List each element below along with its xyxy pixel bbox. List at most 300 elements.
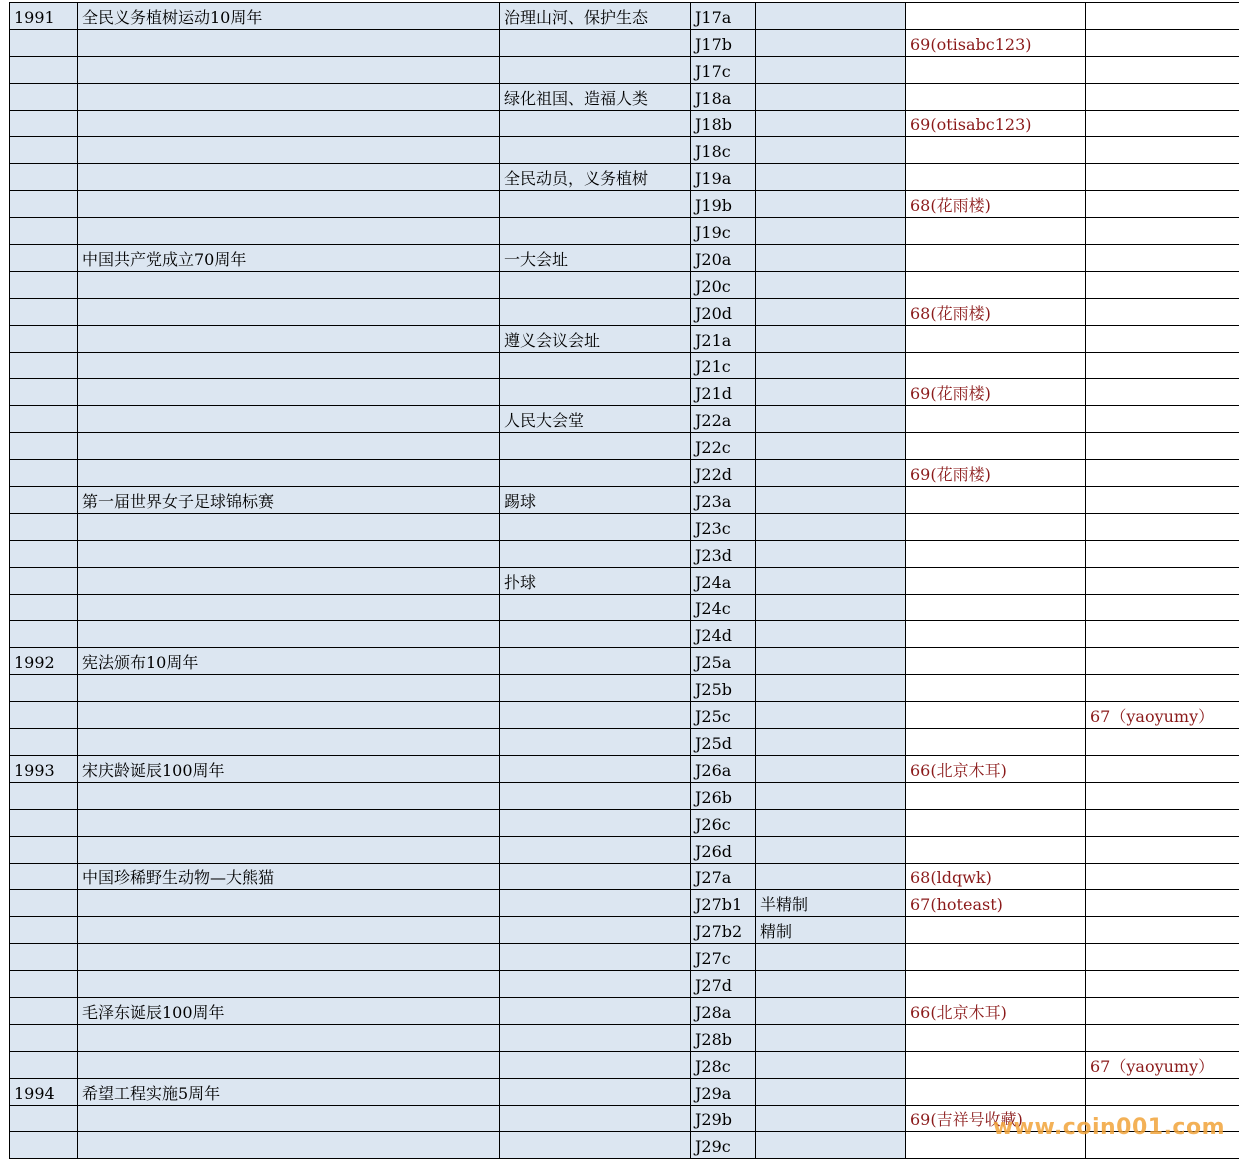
finish-cell[interactable]: 精制 xyxy=(756,917,906,944)
finish-cell[interactable] xyxy=(756,729,906,756)
finish-cell[interactable] xyxy=(756,1132,906,1159)
grade-alt-cell[interactable] xyxy=(1086,513,1239,540)
design-cell[interactable]: 全民动员，义务植树 xyxy=(500,164,691,191)
year-cell[interactable] xyxy=(10,782,78,809)
grade-cell[interactable] xyxy=(906,83,1086,110)
finish-cell[interactable] xyxy=(756,809,906,836)
finish-cell[interactable] xyxy=(756,675,906,702)
grade-cell[interactable] xyxy=(906,487,1086,514)
code-cell[interactable]: J28a xyxy=(691,997,756,1024)
event-cell[interactable] xyxy=(78,702,500,729)
table-row xyxy=(10,245,1239,272)
finish-cell[interactable] xyxy=(756,971,906,998)
grade-cell[interactable]: 68(花雨楼) xyxy=(906,191,1086,218)
event-cell[interactable] xyxy=(78,110,500,137)
finish-cell[interactable] xyxy=(756,648,906,675)
year-cell[interactable] xyxy=(10,971,78,998)
design-cell[interactable] xyxy=(500,137,691,164)
code-cell[interactable]: J27b2 xyxy=(691,917,756,944)
code-cell[interactable]: J27d xyxy=(691,971,756,998)
grade-cell[interactable] xyxy=(906,648,1086,675)
code-cell[interactable]: J29c xyxy=(691,1132,756,1159)
year-cell[interactable] xyxy=(10,245,78,272)
finish-cell[interactable] xyxy=(756,137,906,164)
grade-alt-cell[interactable] xyxy=(1086,997,1239,1024)
grade-cell[interactable] xyxy=(906,621,1086,648)
finish-cell[interactable] xyxy=(756,56,906,83)
grade-cell[interactable]: 66(北京木耳) xyxy=(906,755,1086,782)
finish-cell[interactable] xyxy=(756,1078,906,1105)
event-cell[interactable] xyxy=(78,944,500,971)
design-cell[interactable] xyxy=(500,782,691,809)
finish-cell[interactable] xyxy=(756,110,906,137)
grade-alt-cell[interactable] xyxy=(1086,782,1239,809)
code-cell[interactable]: J23d xyxy=(691,540,756,567)
finish-cell[interactable] xyxy=(756,567,906,594)
event-cell[interactable] xyxy=(78,218,500,245)
code-cell[interactable]: J19b xyxy=(691,191,756,218)
grade-alt-cell[interactable] xyxy=(1086,944,1239,971)
finish-cell[interactable] xyxy=(756,944,906,971)
design-cell[interactable] xyxy=(500,1024,691,1051)
year-cell[interactable] xyxy=(10,594,78,621)
code-cell[interactable]: J24d xyxy=(691,621,756,648)
grade-alt-cell[interactable]: 67（yaoyumy） xyxy=(1086,702,1239,729)
event-cell[interactable] xyxy=(78,352,500,379)
code-cell[interactable]: J25d xyxy=(691,729,756,756)
design-cell[interactable] xyxy=(500,513,691,540)
grade-alt-cell[interactable] xyxy=(1086,836,1239,863)
grade-alt-cell[interactable] xyxy=(1086,567,1239,594)
grade-alt-cell[interactable] xyxy=(1086,540,1239,567)
design-cell[interactable] xyxy=(500,56,691,83)
year-cell[interactable]: 1991 xyxy=(10,3,78,30)
finish-cell[interactable] xyxy=(756,3,906,30)
year-cell[interactable] xyxy=(10,56,78,83)
design-cell[interactable] xyxy=(500,29,691,56)
event-cell[interactable] xyxy=(78,594,500,621)
year-cell[interactable] xyxy=(10,567,78,594)
design-cell[interactable] xyxy=(500,433,691,460)
year-cell[interactable] xyxy=(10,997,78,1024)
event-cell[interactable] xyxy=(78,890,500,917)
finish-cell[interactable] xyxy=(756,325,906,352)
finish-cell[interactable] xyxy=(756,997,906,1024)
code-cell[interactable]: J22c xyxy=(691,433,756,460)
event-cell[interactable] xyxy=(78,809,500,836)
design-cell[interactable] xyxy=(500,352,691,379)
grade-cell[interactable] xyxy=(906,782,1086,809)
code-cell[interactable]: J17a xyxy=(691,3,756,30)
grade-cell[interactable]: 67(hoteast) xyxy=(906,890,1086,917)
event-cell[interactable] xyxy=(78,325,500,352)
year-cell[interactable] xyxy=(10,675,78,702)
finish-cell[interactable] xyxy=(756,433,906,460)
year-cell[interactable] xyxy=(10,1024,78,1051)
event-cell[interactable] xyxy=(78,1105,500,1132)
finish-cell[interactable]: 半精制 xyxy=(756,890,906,917)
design-cell[interactable] xyxy=(500,379,691,406)
grade-cell[interactable] xyxy=(906,325,1086,352)
year-cell[interactable] xyxy=(10,352,78,379)
year-cell[interactable] xyxy=(10,729,78,756)
year-cell[interactable] xyxy=(10,1132,78,1159)
code-cell[interactable]: J26a xyxy=(691,755,756,782)
design-cell[interactable] xyxy=(500,648,691,675)
grade-alt-cell[interactable] xyxy=(1086,863,1239,890)
grade-cell[interactable] xyxy=(906,218,1086,245)
grade-cell[interactable] xyxy=(906,917,1086,944)
grade-cell[interactable] xyxy=(906,56,1086,83)
design-cell[interactable] xyxy=(500,729,691,756)
code-cell[interactable]: J29b xyxy=(691,1105,756,1132)
grade-alt-cell[interactable] xyxy=(1086,137,1239,164)
grade-alt-cell[interactable] xyxy=(1086,379,1239,406)
year-cell[interactable] xyxy=(10,406,78,433)
year-cell[interactable] xyxy=(10,809,78,836)
grade-cell[interactable] xyxy=(906,1051,1086,1078)
event-cell[interactable] xyxy=(78,971,500,998)
code-cell[interactable]: J19a xyxy=(691,164,756,191)
design-cell[interactable] xyxy=(500,997,691,1024)
grade-cell[interactable] xyxy=(906,433,1086,460)
grade-cell[interactable] xyxy=(906,164,1086,191)
code-cell[interactable]: J26d xyxy=(691,836,756,863)
grade-alt-cell[interactable] xyxy=(1086,110,1239,137)
finish-cell[interactable] xyxy=(756,540,906,567)
grade-alt-cell[interactable]: 67（yaoyumy） xyxy=(1086,1051,1239,1078)
event-cell[interactable] xyxy=(78,540,500,567)
finish-cell[interactable] xyxy=(756,755,906,782)
grade-alt-cell[interactable] xyxy=(1086,890,1239,917)
year-cell[interactable] xyxy=(10,110,78,137)
table-row xyxy=(10,702,1239,729)
grade-cell[interactable] xyxy=(906,137,1086,164)
event-cell[interactable]: 第一届世界女子足球锦标赛 xyxy=(78,487,500,514)
code-cell[interactable]: J27b1 xyxy=(691,890,756,917)
year-cell[interactable] xyxy=(10,271,78,298)
event-cell[interactable] xyxy=(78,1051,500,1078)
event-cell[interactable] xyxy=(78,271,500,298)
year-cell[interactable] xyxy=(10,917,78,944)
finish-cell[interactable] xyxy=(756,191,906,218)
code-cell[interactable]: J21c xyxy=(691,352,756,379)
grade-cell[interactable]: 66(北京木耳) xyxy=(906,997,1086,1024)
grade-cell[interactable] xyxy=(906,594,1086,621)
event-cell[interactable] xyxy=(78,621,500,648)
grade-alt-cell[interactable] xyxy=(1086,1024,1239,1051)
grade-alt-cell[interactable] xyxy=(1086,406,1239,433)
design-cell[interactable] xyxy=(500,271,691,298)
code-cell[interactable]: J17b xyxy=(691,29,756,56)
year-cell[interactable] xyxy=(10,513,78,540)
finish-cell[interactable] xyxy=(756,863,906,890)
finish-cell[interactable] xyxy=(756,594,906,621)
code-cell[interactable]: J21a xyxy=(691,325,756,352)
code-cell[interactable]: J18b xyxy=(691,110,756,137)
design-cell[interactable] xyxy=(500,702,691,729)
grade-cell[interactable] xyxy=(906,3,1086,30)
finish-cell[interactable] xyxy=(756,29,906,56)
event-cell[interactable] xyxy=(78,460,500,487)
finish-cell[interactable] xyxy=(756,487,906,514)
event-cell[interactable] xyxy=(78,1024,500,1051)
design-cell[interactable] xyxy=(500,944,691,971)
design-cell[interactable] xyxy=(500,809,691,836)
design-cell[interactable] xyxy=(500,863,691,890)
code-cell[interactable]: J28b xyxy=(691,1024,756,1051)
year-cell[interactable] xyxy=(10,836,78,863)
design-cell[interactable] xyxy=(500,1132,691,1159)
grade-alt-cell[interactable] xyxy=(1086,298,1239,325)
design-cell[interactable] xyxy=(500,1078,691,1105)
grade-alt-cell[interactable] xyxy=(1086,191,1239,218)
design-cell[interactable]: 扑球 xyxy=(500,567,691,594)
design-cell[interactable] xyxy=(500,110,691,137)
grade-alt-cell[interactable] xyxy=(1086,29,1239,56)
grade-alt-cell[interactable] xyxy=(1086,487,1239,514)
event-cell[interactable] xyxy=(78,56,500,83)
event-cell[interactable] xyxy=(78,379,500,406)
event-cell[interactable] xyxy=(78,917,500,944)
design-cell[interactable] xyxy=(500,890,691,917)
year-cell[interactable] xyxy=(10,298,78,325)
event-cell[interactable] xyxy=(78,782,500,809)
finish-cell[interactable] xyxy=(756,702,906,729)
event-cell[interactable]: 全民义务植树运动10周年 xyxy=(78,3,500,30)
event-cell[interactable] xyxy=(78,164,500,191)
design-cell[interactable] xyxy=(500,540,691,567)
grade-cell[interactable]: 69(otisabc123) xyxy=(906,29,1086,56)
code-cell[interactable]: J21d xyxy=(691,379,756,406)
year-cell[interactable] xyxy=(10,487,78,514)
code-cell[interactable]: J26c xyxy=(691,809,756,836)
event-cell[interactable] xyxy=(78,1132,500,1159)
code-cell[interactable]: J20d xyxy=(691,298,756,325)
event-cell[interactable] xyxy=(78,29,500,56)
grade-cell[interactable]: 69(otisabc123) xyxy=(906,110,1086,137)
year-cell[interactable] xyxy=(10,325,78,352)
year-cell[interactable] xyxy=(10,863,78,890)
grade-alt-cell[interactable] xyxy=(1086,917,1239,944)
design-cell[interactable] xyxy=(500,1051,691,1078)
design-cell[interactable]: 遵义会议会址 xyxy=(500,325,691,352)
finish-cell[interactable] xyxy=(756,513,906,540)
grade-cell[interactable] xyxy=(906,729,1086,756)
finish-cell[interactable] xyxy=(756,836,906,863)
grade-cell[interactable] xyxy=(906,406,1086,433)
code-cell[interactable]: J19c xyxy=(691,218,756,245)
grade-alt-cell[interactable] xyxy=(1086,3,1239,30)
finish-cell[interactable] xyxy=(756,379,906,406)
grade-cell[interactable] xyxy=(906,1024,1086,1051)
grade-alt-cell[interactable] xyxy=(1086,56,1239,83)
grade-alt-cell[interactable] xyxy=(1086,594,1239,621)
event-cell[interactable] xyxy=(78,567,500,594)
year-cell[interactable]: 1994 xyxy=(10,1078,78,1105)
code-cell[interactable]: J23c xyxy=(691,513,756,540)
year-cell[interactable] xyxy=(10,540,78,567)
grade-alt-cell[interactable] xyxy=(1086,729,1239,756)
finish-cell[interactable] xyxy=(756,782,906,809)
design-cell[interactable]: 踢球 xyxy=(500,487,691,514)
year-cell[interactable] xyxy=(10,702,78,729)
code-cell[interactable]: J27c xyxy=(691,944,756,971)
year-cell[interactable] xyxy=(10,137,78,164)
finish-cell[interactable] xyxy=(756,352,906,379)
year-cell[interactable] xyxy=(10,890,78,917)
event-cell[interactable] xyxy=(78,675,500,702)
code-cell[interactable]: J22a xyxy=(691,406,756,433)
finish-cell[interactable] xyxy=(756,406,906,433)
grade-alt-cell[interactable] xyxy=(1086,433,1239,460)
grade-cell[interactable] xyxy=(906,836,1086,863)
year-cell[interactable] xyxy=(10,621,78,648)
year-cell[interactable] xyxy=(10,1051,78,1078)
year-cell[interactable] xyxy=(10,944,78,971)
grade-alt-cell[interactable] xyxy=(1086,352,1239,379)
grade-cell[interactable]: 69(花雨楼) xyxy=(906,460,1086,487)
event-cell[interactable]: 宪法颁布10周年 xyxy=(78,648,500,675)
grade-cell[interactable]: 69(吉祥号收藏) xyxy=(906,1105,1086,1132)
year-cell[interactable] xyxy=(10,379,78,406)
finish-cell[interactable] xyxy=(756,83,906,110)
year-cell[interactable] xyxy=(10,1105,78,1132)
grade-cell[interactable] xyxy=(906,513,1086,540)
grade-cell[interactable] xyxy=(906,971,1086,998)
code-cell[interactable]: J26b xyxy=(691,782,756,809)
event-cell[interactable]: 中国共产党成立70周年 xyxy=(78,245,500,272)
grade-alt-cell[interactable] xyxy=(1086,755,1239,782)
year-cell[interactable] xyxy=(10,164,78,191)
finish-cell[interactable] xyxy=(756,271,906,298)
design-cell[interactable] xyxy=(500,218,691,245)
design-cell[interactable] xyxy=(500,917,691,944)
year-cell[interactable] xyxy=(10,460,78,487)
grade-alt-cell[interactable] xyxy=(1086,164,1239,191)
year-cell[interactable] xyxy=(10,191,78,218)
design-cell[interactable]: 绿化祖国、造福人类 xyxy=(500,83,691,110)
grade-cell[interactable] xyxy=(906,245,1086,272)
year-cell[interactable] xyxy=(10,29,78,56)
event-cell[interactable] xyxy=(78,433,500,460)
grade-cell[interactable] xyxy=(906,702,1086,729)
event-cell[interactable] xyxy=(78,298,500,325)
year-cell[interactable] xyxy=(10,433,78,460)
year-cell[interactable]: 1992 xyxy=(10,648,78,675)
grade-alt-cell[interactable] xyxy=(1086,245,1239,272)
design-cell[interactable] xyxy=(500,836,691,863)
code-cell[interactable]: J25b xyxy=(691,675,756,702)
design-cell[interactable] xyxy=(500,971,691,998)
grade-cell[interactable] xyxy=(906,1078,1086,1105)
grade-alt-cell[interactable] xyxy=(1086,1078,1239,1105)
finish-cell[interactable] xyxy=(756,460,906,487)
code-cell[interactable]: J25c xyxy=(691,702,756,729)
design-cell[interactable] xyxy=(500,460,691,487)
year-cell[interactable] xyxy=(10,83,78,110)
grade-cell[interactable] xyxy=(906,271,1086,298)
code-cell[interactable]: J29a xyxy=(691,1078,756,1105)
finish-cell[interactable] xyxy=(756,1105,906,1132)
code-cell[interactable]: J23a xyxy=(691,487,756,514)
grade-alt-cell[interactable] xyxy=(1086,971,1239,998)
year-cell[interactable] xyxy=(10,218,78,245)
code-cell[interactable]: J27a xyxy=(691,863,756,890)
finish-cell[interactable] xyxy=(756,245,906,272)
code-cell[interactable]: J18c xyxy=(691,137,756,164)
design-cell[interactable] xyxy=(500,675,691,702)
grade-alt-cell[interactable] xyxy=(1086,621,1239,648)
grade-cell[interactable] xyxy=(906,809,1086,836)
grade-cell[interactable]: 68(ldqwk) xyxy=(906,863,1086,890)
code-cell[interactable]: J20a xyxy=(691,245,756,272)
grade-alt-cell[interactable] xyxy=(1086,675,1239,702)
year-cell[interactable]: 1993 xyxy=(10,755,78,782)
event-cell[interactable]: 宋庆龄诞辰100周年 xyxy=(78,755,500,782)
event-cell[interactable] xyxy=(78,836,500,863)
design-cell[interactable]: 一大会址 xyxy=(500,245,691,272)
grade-cell[interactable]: 69(花雨楼) xyxy=(906,379,1086,406)
event-cell[interactable]: 中国珍稀野生动物—大熊猫 xyxy=(78,863,500,890)
design-cell[interactable] xyxy=(500,594,691,621)
grade-alt-cell[interactable] xyxy=(1086,271,1239,298)
grade-cell[interactable] xyxy=(906,567,1086,594)
finish-cell[interactable] xyxy=(756,218,906,245)
code-cell[interactable]: J18a xyxy=(691,83,756,110)
grade-alt-cell[interactable] xyxy=(1086,460,1239,487)
grade-alt-cell[interactable] xyxy=(1086,809,1239,836)
event-cell[interactable] xyxy=(78,83,500,110)
code-cell[interactable]: J20c xyxy=(691,271,756,298)
event-cell[interactable] xyxy=(78,406,500,433)
code-cell[interactable]: J25a xyxy=(691,648,756,675)
grade-alt-cell[interactable] xyxy=(1086,218,1239,245)
grade-cell[interactable] xyxy=(906,540,1086,567)
event-cell[interactable] xyxy=(78,191,500,218)
grade-alt-cell[interactable] xyxy=(1086,648,1239,675)
design-cell[interactable] xyxy=(500,1105,691,1132)
design-cell[interactable] xyxy=(500,755,691,782)
finish-cell[interactable] xyxy=(756,1024,906,1051)
grade-alt-cell[interactable] xyxy=(1086,325,1239,352)
event-cell[interactable]: 毛泽东诞辰100周年 xyxy=(78,997,500,1024)
finish-cell[interactable] xyxy=(756,298,906,325)
design-cell[interactable] xyxy=(500,621,691,648)
grade-alt-cell[interactable] xyxy=(1086,83,1239,110)
design-cell[interactable]: 人民大会堂 xyxy=(500,406,691,433)
design-cell[interactable]: 治理山河、保护生态 xyxy=(500,3,691,30)
event-cell[interactable] xyxy=(78,137,500,164)
finish-cell[interactable] xyxy=(756,164,906,191)
code-cell[interactable]: J22d xyxy=(691,460,756,487)
design-cell[interactable] xyxy=(500,298,691,325)
code-cell[interactable]: J24a xyxy=(691,567,756,594)
code-cell[interactable]: J17c xyxy=(691,56,756,83)
finish-cell[interactable] xyxy=(756,621,906,648)
code-cell[interactable]: J28c xyxy=(691,1051,756,1078)
grade-cell[interactable] xyxy=(906,675,1086,702)
design-cell[interactable] xyxy=(500,191,691,218)
grade-cell[interactable]: 68(花雨楼) xyxy=(906,298,1086,325)
event-cell[interactable]: 希望工程实施5周年 xyxy=(78,1078,500,1105)
code-cell[interactable]: J24c xyxy=(691,594,756,621)
event-cell[interactable] xyxy=(78,729,500,756)
event-cell[interactable] xyxy=(78,513,500,540)
grade-cell[interactable] xyxy=(906,944,1086,971)
finish-cell[interactable] xyxy=(756,1051,906,1078)
grade-cell[interactable] xyxy=(906,352,1086,379)
